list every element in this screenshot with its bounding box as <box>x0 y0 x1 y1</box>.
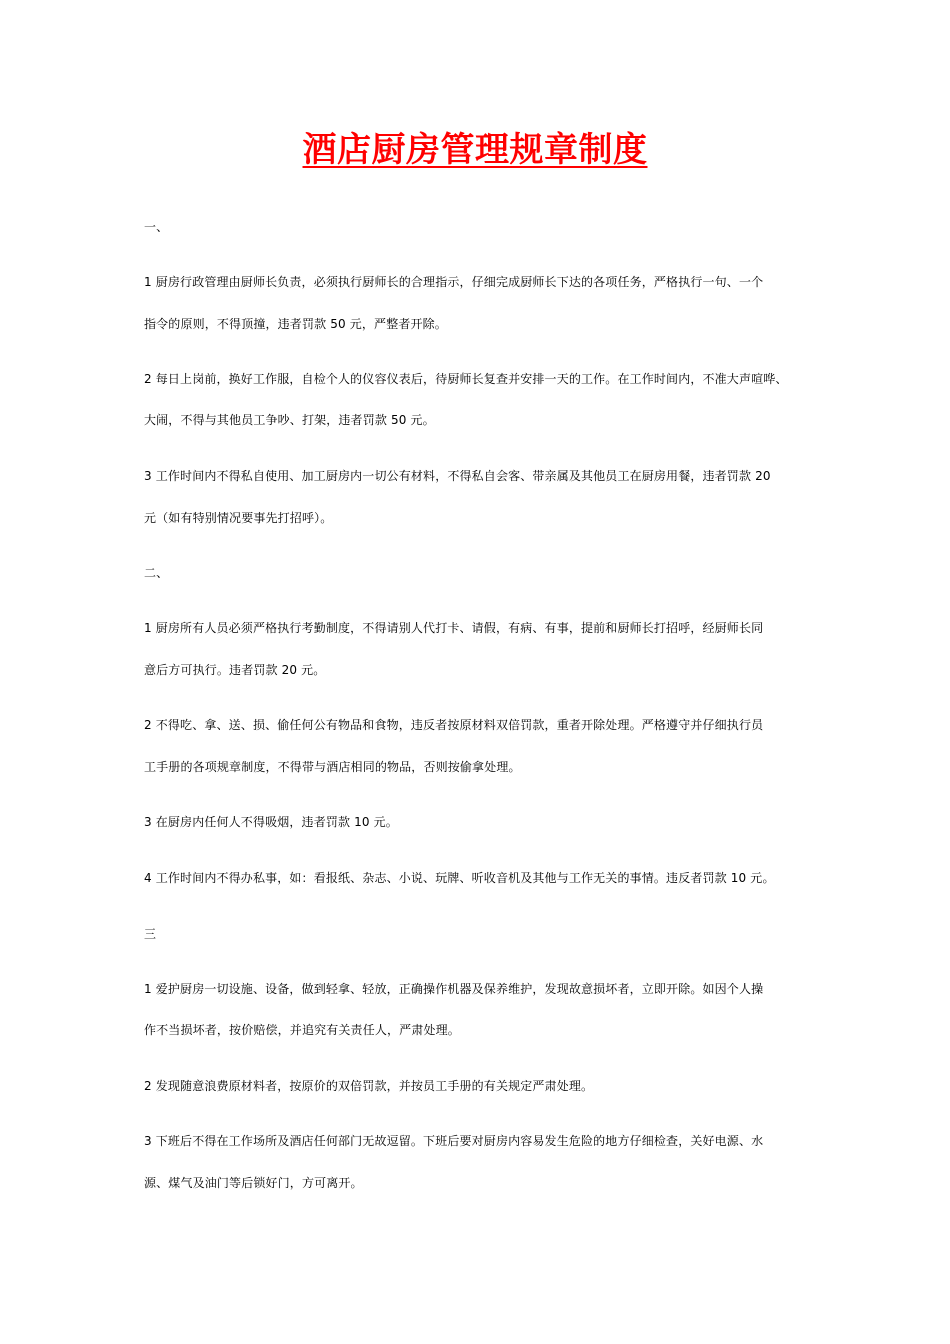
clause-line: 1 厨房行政管理由厨师长负责，必须执行厨师长的合理指示，仔细完成厨师长下达的各项任务，严格执行一句、一个 <box>144 275 764 289</box>
clause-line: 2 发现随意浪费原材料者，按原价的双倍罚款，并按员工手册的有关规定严肃处理。 <box>144 1079 594 1093</box>
clause-line: 3 下班后不得在工作场所及酒店任何部门无故逗留。下班后要对厨房内容易发生危险的地方仔细检查，关好电源、水 <box>144 1134 764 1148</box>
clause-line: 工手册的各项规章制度，不得带与酒店相同的物品，否则按偷拿处理。 <box>144 760 521 774</box>
document-title: 酒店厨房管理规章制度 <box>302 130 648 170</box>
clause-line: 1 厨房所有人员必须严格执行考勤制度，不得请别人代打卡、请假，有病、有事，提前和厨师长打招呼，经厨师长同 <box>144 621 764 635</box>
clause-line: 意后方可执行。违者罚款 20 元。 <box>144 663 326 677</box>
clause-line: 作不当损坏者，按价赔偿，并追究有关责任人，严肃处理。 <box>144 1023 460 1037</box>
clause-line: 4 工作时间内不得办私事，如：看报纸、杂志、小说、玩牌、听收音机及其他与工作无关的事情。违反者罚款 10 元。 <box>144 871 775 885</box>
clause-line: 1 爱护厨房一切设施、设备，做到轻拿、轻放，正确操作机器及保养维护，发现故意损坏者，立即开除。如因个人操 <box>144 982 764 996</box>
clause-line: 大闹，不得与其他员工争吵、打架，违者罚款 50 元。 <box>144 413 435 427</box>
section-heading: 二、 <box>144 566 169 580</box>
clause-line: 3 工作时间内不得私自使用、加工厨房内一切公有材料，不得私自会客、带亲属及其他员工在厨房用餐，违者罚款 20 <box>144 469 771 483</box>
clause-line: 元（如有特别情况要事先打招呼）。 <box>144 511 333 525</box>
clause-line: 2 每日上岗前，换好工作服，自检个人的仪容仪表后，待厨师长复查并安排一天的工作。在工作时间内，不准大声喧哗、 <box>144 372 788 386</box>
section-heading: 一、 <box>144 220 169 234</box>
clause-line: 2 不得吃、拿、送、损、偷任何公有物品和食物，违反者按原材料双倍罚款，重者开除处理。严格遵守并仔细执行员 <box>144 718 764 732</box>
clause-line: 3 在厨房内任何人不得吸烟，违者罚款 10 元。 <box>144 815 398 829</box>
clause-line: 指令的原则，不得顶撞，违者罚款 50 元，严整者开除。 <box>144 317 447 331</box>
clause-line: 源、煤气及油门等后锁好门，方可离开。 <box>144 1176 363 1190</box>
section-heading: 三 <box>144 927 157 941</box>
